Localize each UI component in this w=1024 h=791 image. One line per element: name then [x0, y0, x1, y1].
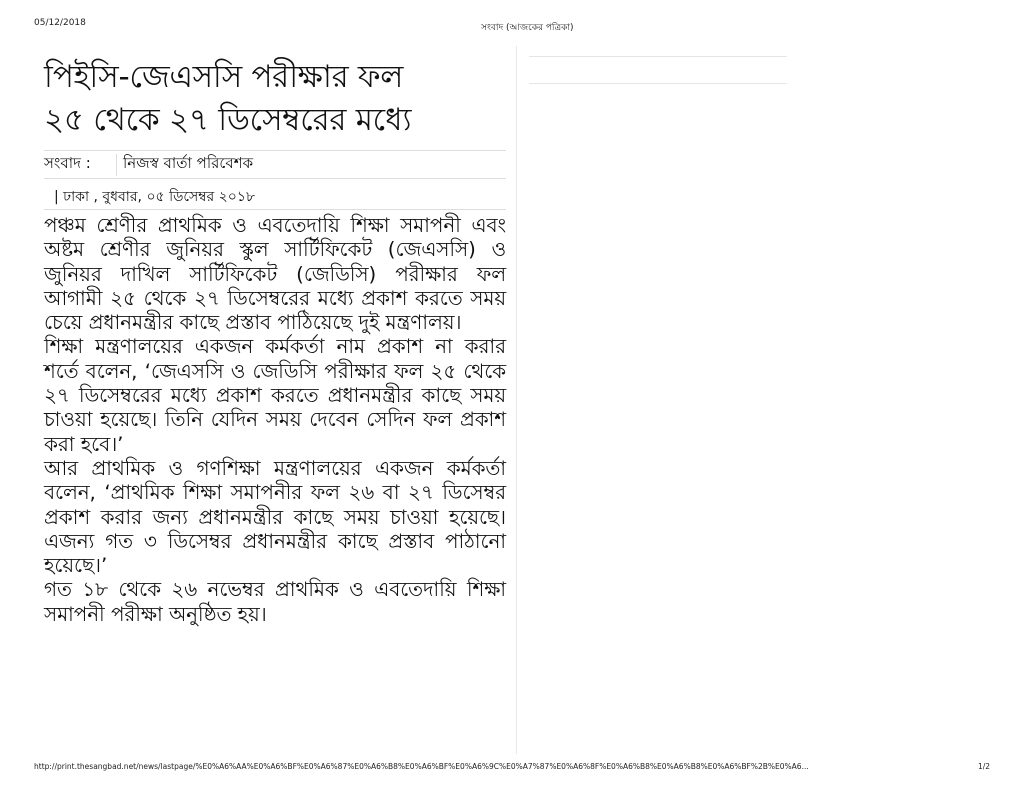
- paragraph-4: গত ১৮ থেকে ২৬ নভেম্বর প্রাথমিক ও এবতেদায়ি শিক্ষা সমাপনী পরীক্ষা অনুষ্ঠিত হয়।: [44, 578, 506, 626]
- sidebar-rule-bottom: [529, 83, 787, 84]
- article-body: [44, 214, 506, 627]
- headline-line-2: ২৫ থেকে ২৭ ডিসেম্বরের মধ্যে: [44, 102, 412, 138]
- paragraph-1: পঞ্চম শ্রেণীর প্রাথমিক ও এবতেদায়ি শিক্ষা সমাপনী এবং অষ্টম শ্রেণীর জুনিয়র স্কুল সার্টিফিকেট (জেএসসি) ও জুনিয়র দাখিল সার্টিফিকেট (জেডিসি) পরীক্ষার ফল আগামী ২৫ থেকে ২৭ ডিসেম্বরের মধ্যে প্রকাশ করতে সময় চেয়ে প্রধানমন্ত্রীর কাছে প্রস্তাব পাঠিয়েছে দুই মন্ত্রণালয়।: [44, 214, 506, 335]
- paragraph-2: শিক্ষা মন্ত্রণালয়ের একজন কর্মকর্তা নাম প্রকাশ না করার শর্তে বলেন, ‘জেএসসি ও জেডিসি পরীক্ষার ফল ২৫ থেকে ২৭ ডিসেম্বরের মধ্যে প্রকাশ করতে প্রধানমন্ত্রীর কাছে সময় চাওয়া হয়েছে। তিনি যেদিন সময় দেবেন সেদিন ফল প্রকাশ করা হবে।’: [44, 335, 506, 456]
- paragraph-3: আর প্রাথমিক ও গণশিক্ষা মন্ত্রণালয়ের একজন কর্মকর্তা বলেন, ‘প্রাথমিক শিক্ষা সমাপনীর ফল ২৬ বা ২৭ ডিসেম্বর প্রকাশ করার জন্য প্রধানমন্ত্রীর কাছে সময় চাওয়া হয়েছে। এজন্য গত ৩ ডিসেম্বর প্রধানমন্ত্রীর কাছে প্রস্তাব পাঠানো হয়েছে।’: [44, 456, 506, 578]
- print-footer-page-number: 1/2: [978, 762, 991, 771]
- source-label: সংবাদ :: [44, 154, 91, 172]
- article: [44, 56, 506, 627]
- print-header-date: 05/12/2018: [34, 18, 86, 28]
- column-divider: [516, 46, 517, 754]
- byline-row: [44, 150, 506, 179]
- headline-line-1: পিইসি-জেএসসি পরীক্ষার ফল: [44, 59, 404, 95]
- dateline-divider: [44, 209, 506, 210]
- reporter-name: নিজস্ব বার্তা পরিবেশক: [116, 154, 253, 176]
- print-header-title: সংবাদ (আজকের পত্রিকা): [481, 23, 574, 33]
- print-footer-url: http://print.thesangbad.net/news/lastpage/%E0%A6%AA%E0%A6%BF%E0%A6%87%E0%A6%B8%E0%A6%BF%E0%A6%9C%E0%A7%87%E0%A6%8F%E0%A6%B8%E0%A6%B8%E0%A6%BF%2B%E0%A6...: [34, 762, 809, 771]
- sidebar-rule-top: [529, 56, 787, 57]
- headline: [44, 56, 506, 142]
- dateline: | ঢাকা , বুধবার, ০৫ ডিসেম্বর ২০১৮: [54, 189, 256, 205]
